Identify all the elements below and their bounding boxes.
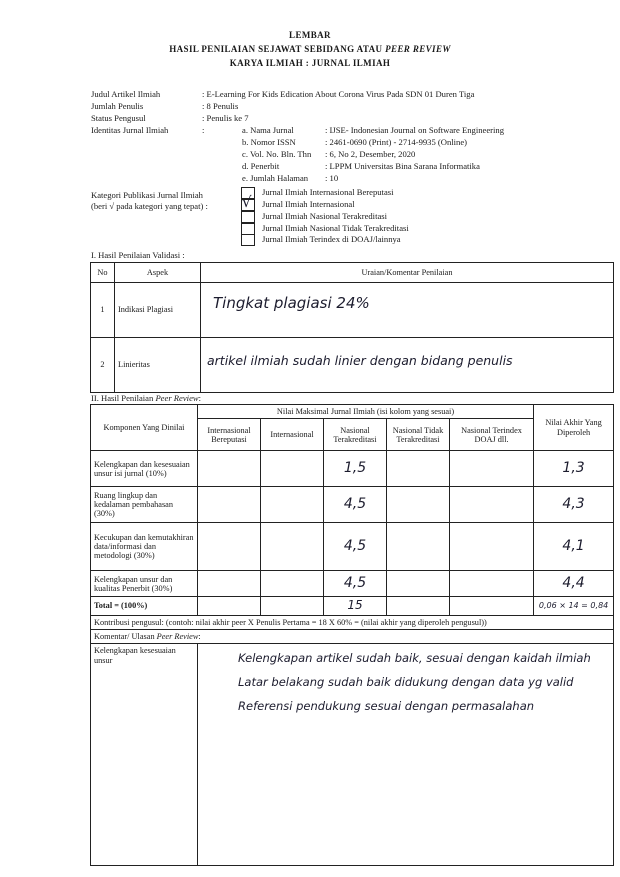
peer-row-nilai: 4,5	[343, 537, 367, 554]
validasi-row-no: 1	[91, 283, 115, 338]
validasi-row-komentar: Tingkat plagiasi 24%	[213, 294, 370, 312]
info-label-identitas: Identitas Jurnal Ilmiah	[91, 125, 169, 135]
peer-komentar-cell	[198, 644, 614, 866]
peer-header-komponen: Komponen Yang Dinilai	[91, 405, 198, 451]
validasi-section-title: I. Hasil Penilaian Validasi :	[91, 250, 185, 260]
peer-komentar-title-suffix: :	[198, 632, 201, 641]
identity-value-penerbit: : LPPM Universitas Bina Sarana Informatika	[325, 161, 480, 171]
validasi-row-aspek: Indikasi Plagiasi	[115, 283, 201, 338]
identity-label-vol: c. Vol. No. Bln. Thn	[242, 149, 312, 159]
kategori-option-2: Jurnal Ilmiah Internasional	[262, 199, 355, 209]
peer-header-col-5: Nasional Terindex DOAJ dll.	[450, 419, 534, 451]
identity-label-halaman: e. Jumlah Halaman	[242, 173, 309, 183]
peer-row-akhir: 4,3	[562, 495, 585, 512]
table-row	[91, 338, 614, 393]
identity-value-vol: : 6, No 2, Desember, 2020	[325, 149, 416, 159]
peer-komentar-line-3: Referensi pendukung sesuai dengan permasalahan	[238, 699, 535, 714]
check-mark-icon: √	[242, 193, 252, 211]
sheet-title-line1: LEMBAR	[289, 30, 331, 40]
kategori-checkbox-5[interactable]	[241, 234, 255, 246]
peer-review-table	[90, 404, 614, 866]
table-row	[91, 571, 614, 597]
peer-row-komponen: Kelengkapan unsur dan kualitas Penerbit (30%)	[91, 571, 198, 597]
identity-value-nama: : IJSE- Indonesian Journal on Software Engineering	[325, 125, 504, 135]
validasi-row-no: 2	[91, 338, 115, 393]
kategori-checkbox-3[interactable]	[241, 211, 255, 223]
validasi-table	[90, 262, 614, 393]
sheet-title-line3: KARYA ILMIAH : JURNAL ILMIAH	[229, 58, 391, 68]
peer-total-akhir: 0,06 × 14 = 0,84	[538, 601, 609, 611]
peer-row-komponen: Kecukupan dan kemutakhiran data/informasi dan metodologi (30%)	[91, 523, 198, 571]
validasi-row-aspek: Linieritas	[115, 338, 201, 393]
validasi-row-komentar-cell	[201, 283, 614, 338]
info-value-identitas: :	[202, 125, 205, 135]
peer-total-nilai: 15	[347, 598, 363, 613]
validasi-header-no: No	[91, 263, 115, 283]
peer-row-komponen: Kelengkapan dan kesesuaian unsur isi jurnal (10%)	[91, 451, 198, 487]
info-value-jumlah-penulis: : 8 Penulis	[202, 101, 239, 111]
peer-header-col-3: Nasional Terakreditasi	[324, 419, 387, 451]
info-label-jumlah-penulis: Jumlah Penulis	[91, 101, 144, 111]
table-row	[91, 283, 614, 338]
peer-header-col-2: Internasional	[261, 419, 324, 451]
identity-value-issn: : 2461-0690 (Print) - 2714-9935 (Online)	[325, 137, 468, 147]
kategori-option-3: Jurnal Ilmiah Nasional Terakreditasi	[262, 211, 388, 221]
sheet-title-line2-italic: PEER REVIEW	[385, 44, 451, 54]
identity-label-issn: b. Nomor ISSN	[242, 137, 296, 147]
kategori-option-4: Jurnal Ilmiah Nasional Tidak Terakreditasi	[262, 223, 409, 233]
peer-komentar-line-1: Kelengkapan artikel sudah baik, sesuai dengan kaidah ilmiah	[238, 651, 591, 666]
peer-row-akhir: 4,1	[562, 537, 585, 554]
table-row	[91, 451, 614, 487]
peer-row-akhir: 4,4	[562, 574, 585, 591]
peer-komentar-title-italic: Peer Review	[156, 632, 199, 641]
table-row	[91, 597, 614, 615]
peer-section-title-italic: Peer Review	[155, 393, 199, 403]
sheet-title-line2	[0, 44, 620, 54]
info-value-status: : Penulis ke 7	[202, 113, 249, 123]
validasi-header-komentar: Uraian/Komentar Penilaian	[201, 263, 614, 283]
peer-header-col-1: Internasional Bereputasi	[198, 419, 261, 451]
peer-row-nilai: 4,5	[343, 574, 367, 591]
identity-value-halaman: : 10	[325, 173, 339, 183]
peer-header-nilai-maks: Nilai Maksimal Jurnal Ilmiah (isi kolom yang sesuai)	[198, 405, 534, 419]
kategori-option-1: Jurnal Ilmiah Internasional Bereputasi	[262, 187, 394, 197]
sheet-title-line2-text: HASIL PENILAIAN SEJAWAT SEBIDANG ATAU	[169, 44, 386, 54]
table-row	[91, 487, 614, 523]
validasi-row-komentar-cell	[201, 338, 614, 393]
info-value-judul: : E-Learning For Kids Edication About Corona Virus Pada SDN 01 Duren Tiga	[202, 89, 475, 99]
validasi-header-aspek: Aspek	[115, 263, 201, 283]
kategori-option-5: Jurnal Ilmiah Terindex di DOAJ/lainnya	[262, 234, 401, 244]
peer-total-label: Total = (100%)	[91, 597, 198, 615]
peer-header-nilai-akhir: Nilai Akhir Yang Diperoleh	[534, 405, 614, 451]
peer-komentar-title-text: Komentar/ Ulasan	[94, 632, 157, 641]
peer-section-title-text: II. Hasil Penilaian	[91, 393, 156, 403]
peer-komentar-aspek: Kelengkapan kesesuaian unsur	[91, 644, 198, 866]
peer-kontribusi: Kontribusi pengusul: (contoh: nilai akhir peer X Penulis Pertama = 18 X 60% = (nilai akhir yang diperoleh pengusul))	[91, 615, 614, 629]
kategori-label: Kategori Publikasi Jurnal Ilmiah	[91, 190, 203, 200]
peer-row-akhir: 1,3	[562, 459, 585, 476]
peer-section-title	[91, 393, 201, 403]
peer-row-nilai: 1,5	[343, 459, 367, 476]
peer-komentar-title	[91, 630, 614, 644]
identity-label-penerbit: d. Penerbit	[242, 161, 280, 171]
peer-row-nilai: 4,5	[343, 495, 367, 512]
kategori-hint: (beri √ pada kategori yang tepat) :	[91, 201, 208, 211]
table-row	[91, 523, 614, 571]
info-label-status: Status Pengusul	[91, 113, 146, 123]
peer-row-komponen: Ruang lingkup dan kedalaman pembahasan (30%)	[91, 487, 198, 523]
info-label-judul: Judul Artikel Ilmiah	[91, 89, 161, 99]
validasi-row-komentar: artikel ilmiah sudah linier dengan bidang penulis	[207, 353, 513, 368]
table-row	[91, 644, 614, 866]
peer-komentar-line-2: Latar belakang sudah baik didukung dengan data yg valid	[238, 675, 574, 690]
identity-label-nama: a. Nama Jurnal	[242, 125, 294, 135]
peer-section-title-suffix: :	[198, 393, 202, 403]
peer-header-col-4: Nasional Tidak Terakreditasi	[387, 419, 450, 451]
